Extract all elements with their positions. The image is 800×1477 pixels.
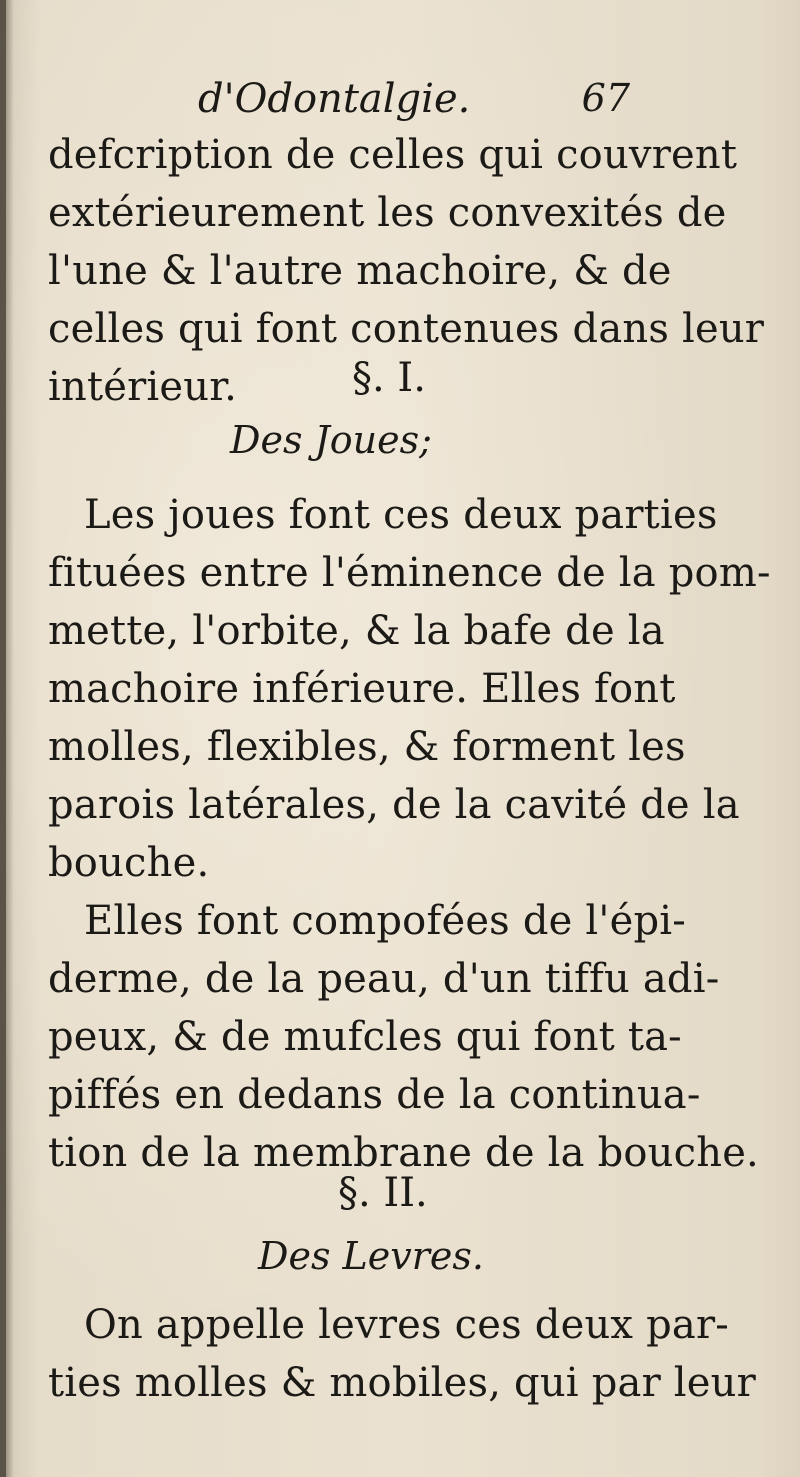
text-line: bouche. [48, 840, 210, 886]
section-title: Des Levres. [258, 1234, 484, 1278]
text-line: peux, & de mufcles qui font ta- [48, 1014, 682, 1060]
text-line: On appelle levres ces deux par- [84, 1302, 729, 1348]
page-header [140, 76, 630, 136]
text-line: Les joues font ces deux parties [84, 492, 718, 538]
section-number: §. II. [338, 1170, 428, 1216]
text-line: intérieur. [48, 364, 238, 410]
text-line: extérieurement les convexités de [48, 190, 727, 236]
text-line: defcription de celles qui couvrent [48, 132, 738, 178]
section-title: Des Joues; [230, 418, 432, 462]
running-title: d'Odontalgie. [198, 76, 471, 122]
text-line: machoire inférieure. Elles font [48, 666, 676, 712]
text-line: piffés en dedans de la continua- [48, 1072, 701, 1118]
text-line: celles qui font contenues dans leur [48, 306, 765, 352]
text-line: molles, flexibles, & forment les [48, 724, 686, 770]
section-number: §. I. [352, 355, 426, 401]
text-line: ties molles & mobiles, qui par leur [48, 1360, 756, 1406]
text-line: tion de la membrane de la bouche. [48, 1130, 759, 1176]
text-line: l'une & l'autre machoire, & de [48, 248, 672, 294]
text-line: mette, l'orbite, & la bafe de la [48, 608, 665, 654]
page-number: 67 [581, 76, 630, 120]
text-line: derme, de la peau, d'un tiffu adi- [48, 956, 720, 1002]
text-line: parois latérales, de la cavité de la [48, 782, 740, 828]
text-line: Elles font compofées de l'épi- [84, 898, 686, 944]
text-line: fituées entre l'éminence de la pom- [48, 550, 771, 596]
